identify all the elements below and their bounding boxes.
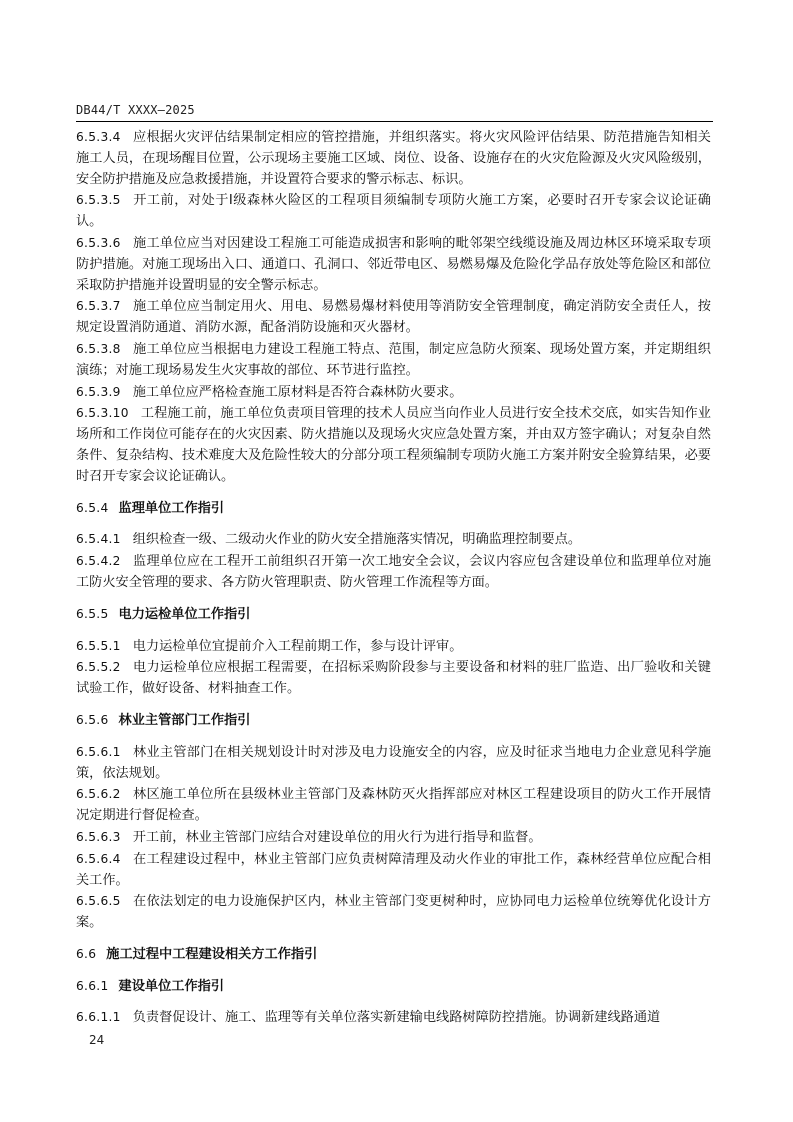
- clause-text: 林区施工单位所在县级林业主管部门及森林防灭火指挥部应对林区工程建设项目的防火工作开展情况定期进行督促检查。: [76, 787, 711, 824]
- clause-text: 施工单位应当对因建设工程施工可能造成损害和影响的毗邻架空线缆设施及周边林区环境采取专项防护措施。对施工现场出入口、通道口、孔洞口、邻近带电区、易燃易爆及危险化学品存放处等危险区和部位采取防护措施并设置明显的安全警示标志。: [76, 235, 711, 293]
- clause-number: 6.5.5.2: [76, 660, 121, 675]
- clause-number: 6.5.3.8: [76, 341, 121, 356]
- clause-text: 工程施工前，施工单位负责项目管理的技术人员应当向作业人员进行安全技术交底，如实告知作业场所和工作岗位可能存在的火灾因素、防火措施以及现场火灾应急处置方案，并由双方签字确认；对复杂自然条件、复杂结构、技术难度大及危险性较大的分部分项工程须编制专项防火施工方案并附安全验算结果，必要时召开专家会议论证确认。: [76, 406, 711, 484]
- clause-number: 6.5.6.5: [76, 894, 121, 909]
- clause-number: 6.5.3.7: [76, 299, 121, 314]
- clause-paragraph: [76, 403, 711, 487]
- clause-number: 6.6.1.1: [76, 1010, 121, 1025]
- clause-text: 开工前，对处于Ⅰ级森林火险区的工程项目须编制专项防火施工方案，必要时召开专家会议论证确认。: [76, 193, 711, 230]
- clause-paragraph: [76, 296, 711, 339]
- clause-text: 负责督促设计、施工、监理等有关单位落实新建输电线路树障防控措施。协调新建线路通道: [132, 1010, 661, 1026]
- section-number: 6.6: [76, 946, 97, 961]
- section-heading: [76, 710, 711, 732]
- clause-number: 6.5.3.4: [76, 130, 121, 144]
- clause-text: 电力运检单位应根据工程需要，在招标采购阶段参与主要设备和材料的驻厂监造、出厂验收和关键试验工作，做好设备、材料抽查工作。: [76, 660, 711, 697]
- clause-paragraph: [76, 233, 711, 296]
- clause-paragraph: [76, 551, 711, 594]
- clause-paragraph: [76, 657, 711, 700]
- clause-number: 6.5.5.1: [76, 638, 121, 653]
- clause-paragraph: [76, 849, 711, 892]
- clause-paragraph: [76, 742, 711, 785]
- clause-text: 监理单位应在工程开工前组织召开第一次工地安全会议，会议内容应包含建设单位和监理单位对施工防火安全管理的要求、各方防火管理职责、防火管理工作流程等方面。: [76, 554, 711, 590]
- clause-number: 6.5.4.1: [76, 532, 121, 547]
- clause-paragraph: [76, 1007, 711, 1029]
- section-heading: [76, 976, 711, 998]
- section-title: 林业主管部门工作指引: [118, 712, 251, 728]
- section-title: 建设单位工作指引: [118, 978, 225, 994]
- clause-number: 6.5.3.5: [76, 193, 121, 208]
- clause-text: 施工单位应当根据电力建设工程施工特点、范围，制定应急防火预案、现场处置方案，并定期组织演练；对施工现场易发生火灾事故的部位、环节进行监控。: [76, 341, 711, 378]
- clause-number: 6.5.6.2: [76, 787, 121, 802]
- section-number: 6.6.1: [76, 978, 109, 993]
- clause-paragraph: [76, 127, 711, 190]
- section-heading: [76, 604, 711, 626]
- header-rule: [76, 121, 713, 122]
- section-title: 监理单位工作指引: [118, 500, 225, 516]
- clause-number: 6.5.6.3: [76, 829, 121, 844]
- clause-paragraph: [76, 784, 711, 827]
- section-number: 6.5.5: [76, 606, 109, 621]
- clause-paragraph: [76, 190, 711, 233]
- clause-paragraph: [76, 382, 711, 404]
- section-heading: [76, 498, 711, 520]
- clause-text: 在工程建设过程中，林业主管部门应负责树障清理及动火作业的审批工作，森林经营单位应配合相关工作。: [76, 851, 711, 888]
- section-title: 施工过程中工程建设相关方工作指引: [106, 946, 318, 962]
- clause-text: 组织检查一级、二级动火作业的防火安全措施落实情况，明确监理控制要点。: [132, 532, 582, 548]
- clause-number: 6.5.4.2: [76, 554, 121, 569]
- clause-text: 应根据火灾评估结果制定相应的管控措施，并组织落实。将火灾风险评估结果、防范措施告知相关施工人员，在现场醒目位置，公示现场主要施工区域、岗位、设备、设施存在的火灾危险源及火灾风险级别，安全防护措施及应急救援措施，并设置符合要求的警示标志、标识。: [76, 130, 711, 187]
- clause-number: 6.5.3.10: [76, 406, 129, 421]
- clause-paragraph: [76, 636, 711, 658]
- clause-text: 林业主管部门在相关规划设计时对涉及电力设施安全的内容，应及时征求当地电力企业意见科学施策，依法规划。: [76, 744, 711, 781]
- clause-text: 施工单位应当制定用火、用电、易燃易爆材料使用等消防安全管理制度，确定消防安全责任人，按规定设置消防通道、消防水源，配备消防设施和灭火器材。: [76, 299, 711, 336]
- clause-text: 在依法划定的电力设施保护区内，林业主管部门变更树种时，应协同电力运检单位统筹优化设计方案。: [76, 894, 711, 931]
- clause-number: 6.5.3.9: [76, 384, 121, 399]
- document-code: DB44/T XXXX—2025: [76, 103, 195, 117]
- clause-number: 6.5.6.4: [76, 851, 121, 866]
- clause-paragraph: [76, 529, 711, 551]
- clause-text: 施工单位应严格检查施工原材料是否符合森林防火要求。: [132, 384, 463, 400]
- clause-number: 6.5.6.1: [76, 744, 121, 759]
- clause-paragraph: [76, 827, 711, 849]
- section-title: 电力运检单位工作指引: [118, 606, 251, 622]
- clause-paragraph: [76, 891, 711, 934]
- section-number: 6.5.4: [76, 500, 109, 515]
- section-heading: [76, 944, 711, 966]
- clause-number: 6.5.3.6: [76, 235, 121, 250]
- document-body: [76, 127, 711, 1029]
- clause-text: 开工前，林业主管部门应结合对建设单位的用火行为进行指导和监督。: [132, 829, 542, 845]
- clause-paragraph: [76, 339, 711, 382]
- section-number: 6.5.6: [76, 712, 109, 727]
- clause-text: 电力运检单位宜提前介入工程前期工作，参与设计评审。: [132, 638, 463, 654]
- page-number: 24: [89, 1033, 105, 1047]
